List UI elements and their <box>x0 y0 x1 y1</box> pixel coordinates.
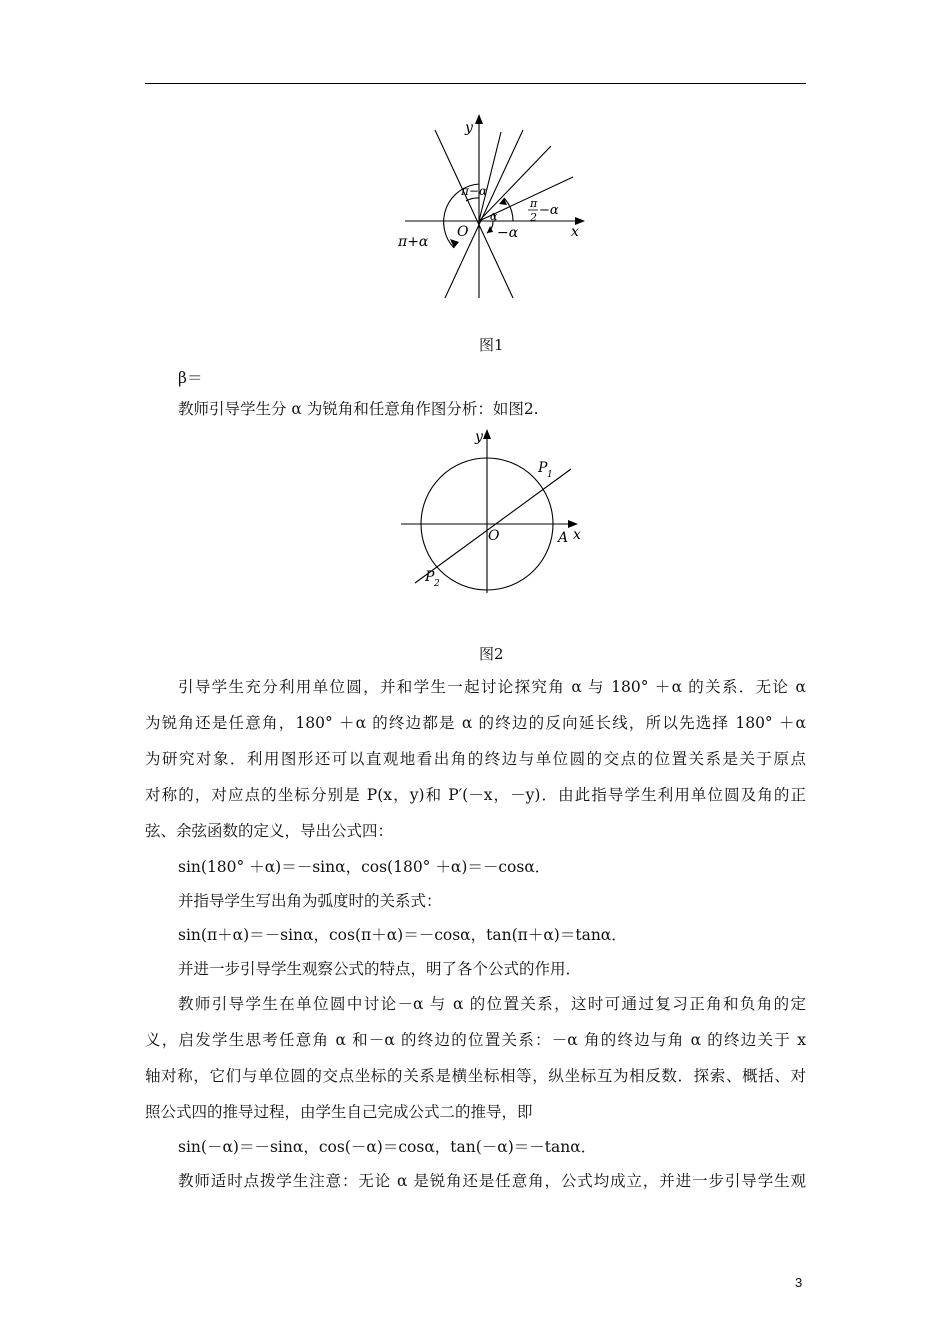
para1-line5: 弦、余弦函数的定义，导出公式四： <box>145 822 394 840</box>
terminal-line-steep <box>479 132 501 221</box>
y-arrow <box>475 114 483 124</box>
fig1-alpha: α <box>490 210 498 223</box>
para1-line1: 引导学生充分利用单位圆，并和学生一起讨论探究角 α 与 180° ＋α 的关系．无论 α <box>178 678 806 696</box>
fig1-half-pi-den: 2 <box>530 211 537 224</box>
fig1-half-pi-rest: −α <box>539 203 559 218</box>
terminal-line-pi-minus-alpha <box>435 130 513 298</box>
fig1-half-pi-num: π <box>530 197 538 210</box>
fig2-y-label: y <box>475 429 483 445</box>
para2-line1: 教师引导学生在单位圆中讨论－α 与 α 的位置关系，这时可通过复习正角和负角的定 <box>178 995 806 1013</box>
intro-line: 教师引导学生分 α 为锐角和任意角作图分析：如图2. <box>178 400 539 418</box>
terminal-line-neg <box>445 130 523 298</box>
fig2-point-P1-sub: 1 <box>547 470 553 480</box>
para1-line2: 为锐角还是任意角，180° ＋α 的终边都是 α 的终边的反向延长线，所以先选择 180° ＋α <box>145 714 806 732</box>
formula-two: sin(－α)＝－sinα，cos(－α)＝cosα，tan(－α)＝－tanα． <box>178 1138 597 1156</box>
fig2-point-P1: P <box>538 460 548 476</box>
fig1-x-label: x <box>571 224 579 240</box>
fig1-pi-minus-alpha: π−α <box>461 184 488 198</box>
beta-line: β＝ <box>178 369 203 387</box>
page-number: 3 <box>795 1275 803 1290</box>
para2-line2: 义，启发学生思考任意角 α 和－α 的终边的位置关系：－α 角的终边与角 α 的终边关于 x <box>145 1031 806 1049</box>
fig2-origin-label: O <box>488 528 500 544</box>
figure-2-diagram <box>395 425 590 595</box>
header-rule <box>145 83 806 84</box>
fig1-origin-label: O <box>457 224 469 240</box>
figure-2-caption: 图2 <box>479 645 504 663</box>
figure-1-diagram <box>395 112 595 307</box>
formula-four-radian: sin(π＋α)＝－sinα，cos(π＋α)＝－cosα，tan(π＋α)＝tanα． <box>178 926 627 944</box>
para1-line4: 对称的，对应点的坐标分别是 P(x，y)和 P′(－x，－y)．由此指导学生利用单位圆及角的正 <box>145 786 806 804</box>
fig2-x-label: x <box>573 527 581 543</box>
terminal-side-line <box>415 469 571 583</box>
para2-line3: 轴对称，它们与单位圆的交点坐标的关系是横坐标相等，纵坐标互为相反数．探索、概括、对 <box>145 1067 806 1085</box>
para2-line4: 照公式四的推导过程，由学生自己完成公式二的推导，即 <box>145 1103 533 1121</box>
fig2-point-P2: P <box>425 569 435 585</box>
fig2-point-A: A <box>558 530 569 546</box>
radian-intro: 并指导学生写出角为弧度时的关系式： <box>178 892 442 910</box>
figure-1-caption: 图1 <box>479 336 504 354</box>
arc-pi-minus-alpha <box>466 198 479 201</box>
fig1-y-label: y <box>465 120 473 136</box>
fig1-minus-alpha: −α <box>497 225 519 241</box>
fig2-point-P2-sub: 2 <box>434 579 440 589</box>
formula-four: sin(180° ＋α)＝－sinα，cos(180° ＋α)＝－cosα． <box>178 858 551 876</box>
fig1-pi-plus-alpha: π+α <box>398 234 429 250</box>
observe-line: 并进一步引导学生观察公式的特点，明了各个公式的作用． <box>178 960 582 978</box>
para1-line3: 为研究对象．利用图形还可以直观地看出角的终边与单位圆的交点的位置关系是关于原点 <box>145 750 806 768</box>
final-line: 教师适时点拨学生注意：无论 α 是锐角还是任意角，公式均成立，并进一步引导学生观 <box>178 1172 806 1190</box>
